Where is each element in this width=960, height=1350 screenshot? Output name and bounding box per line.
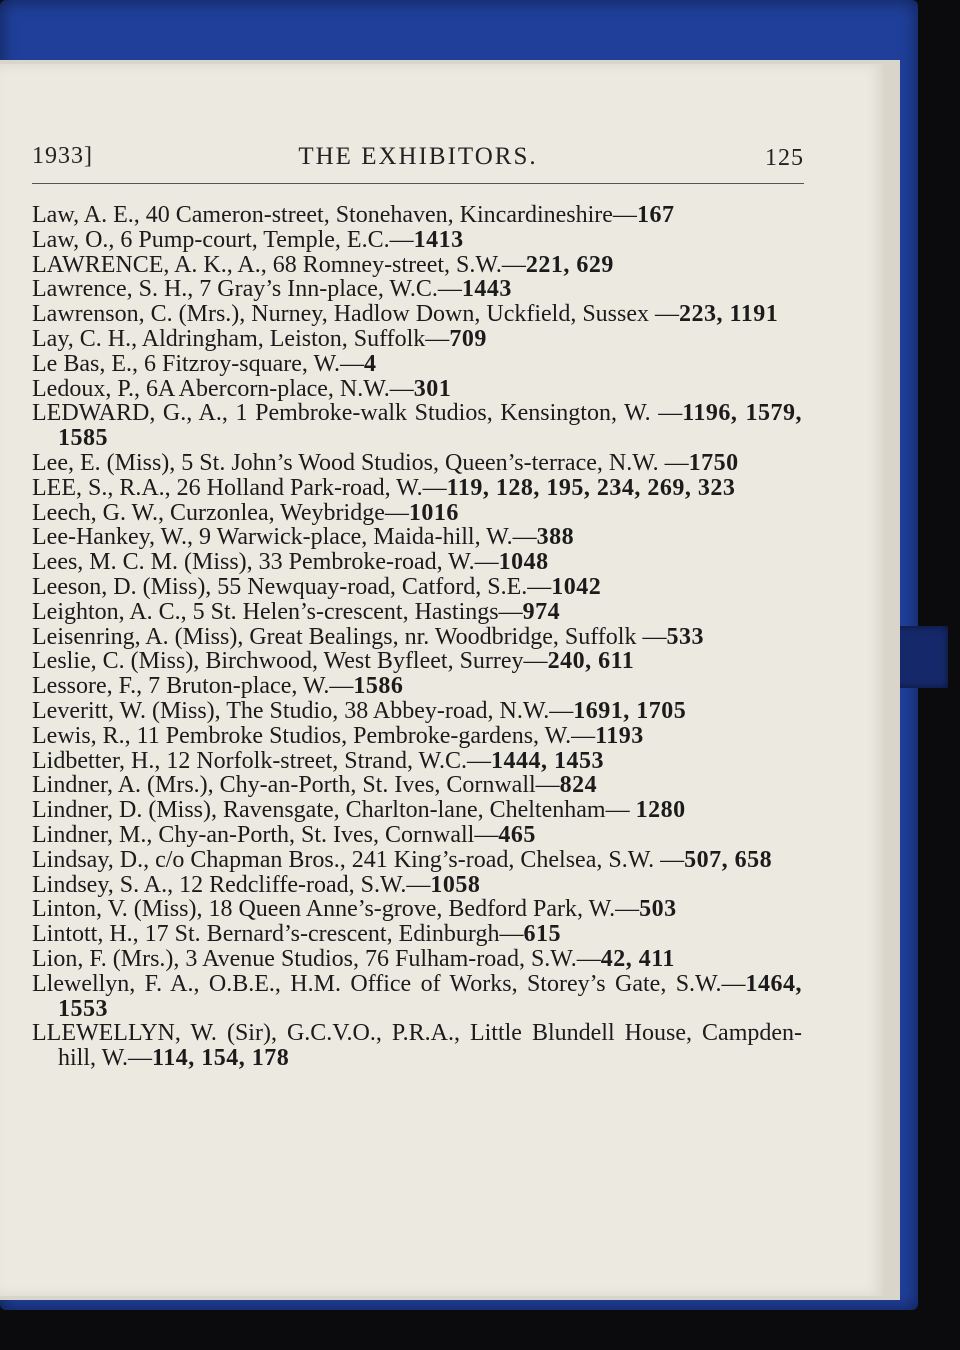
entry-text: Lewis, R., 11 Pembroke Studios, Pembroke-gardens, W.—: [32, 722, 596, 749]
entry-numbers: 1042: [551, 573, 602, 600]
exhibitor-entry: [32, 525, 802, 550]
entry-numbers: 974: [522, 598, 561, 625]
entry-numbers: 1280: [635, 797, 686, 824]
entry-text: Lessore, F., 7 Bruton-place, W.—: [32, 673, 354, 700]
entry-text: Lee-Hankey, W., 9 Warwick-place, Maida-hill, W.—: [32, 524, 537, 551]
entry-numbers: 709: [449, 325, 487, 352]
entry-numbers: 4: [363, 350, 377, 377]
exhibitor-entry: [32, 302, 802, 327]
entry-numbers: 1750: [688, 449, 739, 476]
exhibitor-entry: [32, 773, 802, 798]
entry-text: Lawrence, S. H., 7 Gray’s Inn-place, W.C.—: [32, 276, 462, 303]
entry-text: LEDWARD, G., A., 1 Pembroke-walk Studios, Kensington, W. —: [32, 400, 683, 427]
exhibitor-entry: [32, 848, 802, 873]
entry-text: LAWRENCE, A. K., A., 68 Romney-street, S.W.—: [32, 251, 526, 278]
exhibitor-list: [32, 203, 802, 1071]
page-title: THE EXHIBITORS.: [298, 143, 538, 170]
entry-numbers: 533: [666, 623, 704, 650]
running-head: [32, 143, 804, 184]
exhibitor-entry: [32, 401, 802, 451]
entry-numbers: 1196, 1579, 1585: [58, 400, 802, 452]
entry-numbers: 114, 154, 178: [152, 1045, 290, 1072]
entry-text: Law, A. E., 40 Cameron-street, Stonehaven, Kincardineshire—: [32, 202, 637, 228]
exhibitor-entry: [32, 749, 802, 774]
entry-numbers: 1691, 1705: [573, 697, 687, 724]
exhibitor-entry: [32, 352, 802, 377]
entry-text: Lindsay, D., c/o Chapman Bros., 241 King’s-road, Chelsea, S.W. —: [32, 846, 685, 873]
exhibitor-entry: [32, 798, 802, 823]
exhibitor-entry: [32, 228, 802, 253]
entry-text: Lindsey, S. A., 12 Redcliffe-road, S.W.—: [32, 871, 431, 898]
entry-numbers: 240, 611: [547, 648, 635, 675]
page-number: 125: [765, 145, 804, 171]
entry-numbers: 388: [536, 524, 575, 551]
exhibitor-entry: [32, 823, 802, 848]
exhibitor-entry: [32, 972, 802, 1022]
exhibitor-entry: [32, 625, 802, 650]
exhibitor-entry: [32, 897, 802, 922]
entry-numbers: 1048: [498, 549, 549, 576]
entry-text: Leisenring, A. (Miss), Great Bealings, nr. Woodbridge, Suffolk —: [32, 623, 667, 650]
entry-text: Leveritt, W. (Miss), The Studio, 38 Abbey-road, N.W.—: [32, 697, 574, 724]
exhibitor-entry: [32, 600, 802, 625]
exhibitor-entry: [32, 327, 802, 352]
entry-numbers: 42, 411: [600, 945, 675, 972]
entry-text: Leech, G. W., Curzonlea, Weybridge—: [32, 499, 409, 526]
entry-text: Lee, E. (Miss), 5 St. John’s Wood Studios, Queen’s-terrace, N.W. —: [32, 449, 689, 476]
entry-numbers: 1413: [413, 226, 464, 253]
entry-text: Leslie, C. (Miss), Birchwood, West Byfleet, Surrey—: [32, 648, 548, 675]
exhibitor-entry: [32, 649, 802, 674]
exhibitor-entry: [32, 550, 802, 575]
entry-numbers: 1464, 1553: [58, 970, 802, 1022]
entry-text: Law, O., 6 Pump-court, Temple, E.C.—: [32, 226, 414, 253]
entry-text: Leighton, A. C., 5 St. Helen’s-crescent, Hastings—: [32, 598, 523, 625]
entry-numbers: 1444, 1453: [490, 747, 604, 774]
exhibitor-entry: [32, 873, 802, 898]
entry-text: LEE, S., R.A., 26 Holland Park-road, W.—: [32, 474, 447, 501]
entry-numbers: 824: [559, 772, 598, 799]
entry-text: Leeson, D. (Miss), 55 Newquay-road, Catford, S.E.—: [32, 573, 552, 600]
exhibitor-entry: [32, 451, 802, 476]
exhibitor-entry: [32, 575, 802, 600]
entry-text: Llewellyn, F. A., O.B.E., H.M. Office of Works, Storey’s Gate, S.W.—: [32, 970, 746, 997]
entry-text: Lawrenson, C. (Mrs.), Nurney, Hadlow Down, Uckfield, Sussex —: [32, 301, 680, 328]
entry-numbers: 1586: [353, 673, 404, 700]
entry-text: Linton, V. (Miss), 18 Queen Anne’s-grove, Bedford Park, W.—: [32, 896, 640, 923]
entry-numbers: 1058: [430, 871, 481, 898]
exhibitor-entry: [32, 1021, 802, 1071]
exhibitor-entry: [32, 724, 802, 749]
entry-text: Lindner, A. (Mrs.), Chy-an-Porth, St. Ives, Cornwall—: [32, 772, 560, 799]
exhibitor-entry: [32, 253, 802, 278]
entry-numbers: 167: [636, 202, 675, 228]
entry-text: Ledoux, P., 6A Abercorn-place, N.W.—: [32, 375, 414, 402]
exhibitor-entry: [32, 377, 802, 402]
entry-numbers: 223, 1191: [679, 301, 779, 328]
entry-text: LLEWELLYN, W. (Sir), G.C.V.O., P.R.A., Little Blundell House, Campden-hill, W.—: [32, 1020, 802, 1072]
entry-text: Lindner, D. (Miss), Ravensgate, Charlton-lane, Cheltenham—: [32, 797, 636, 824]
exhibitor-entry: [32, 699, 802, 724]
entry-numbers: 301: [413, 375, 452, 402]
entry-numbers: 1193: [595, 722, 644, 749]
entry-numbers: 507, 658: [684, 846, 773, 873]
exhibitor-entry: [32, 674, 802, 699]
entry-text: Le Bas, E., 6 Fitzroy-square, W.—: [32, 350, 364, 377]
exhibitor-entry: [32, 922, 802, 947]
entry-numbers: 221, 629: [525, 251, 614, 278]
entry-numbers: 503: [639, 896, 677, 923]
exhibitor-entry: [32, 947, 802, 972]
entry-numbers: 615: [523, 921, 561, 948]
exhibitor-entry: [32, 476, 802, 501]
entry-numbers: 1016: [408, 499, 459, 526]
exhibitor-entry: [32, 277, 802, 302]
exhibitor-entry: [32, 203, 802, 228]
entry-text: Lion, F. (Mrs.), 3 Avenue Studios, 76 Fulham-road, S.W.—: [32, 945, 601, 972]
year-marker: 1933]: [32, 143, 93, 169]
entry-numbers: 1443: [461, 276, 512, 303]
exhibitor-entry: [32, 501, 802, 526]
entry-numbers: 119, 128, 195, 234, 269, 323: [446, 474, 736, 501]
entry-numbers: 465: [498, 821, 536, 848]
entry-text: Lees, M. C. M. (Miss), 33 Pembroke-road, W.—: [32, 549, 499, 576]
entry-text: Lindner, M., Chy-an-Porth, St. Ives, Cornwall—: [32, 821, 499, 848]
entry-text: Lintott, H., 17 St. Bernard’s-crescent, Edinburgh—: [32, 921, 524, 948]
entry-text: Lidbetter, H., 12 Norfolk-street, Strand, W.C.—: [32, 747, 491, 774]
entry-text: Lay, C. H., Aldringham, Leiston, Suffolk—: [32, 325, 450, 352]
